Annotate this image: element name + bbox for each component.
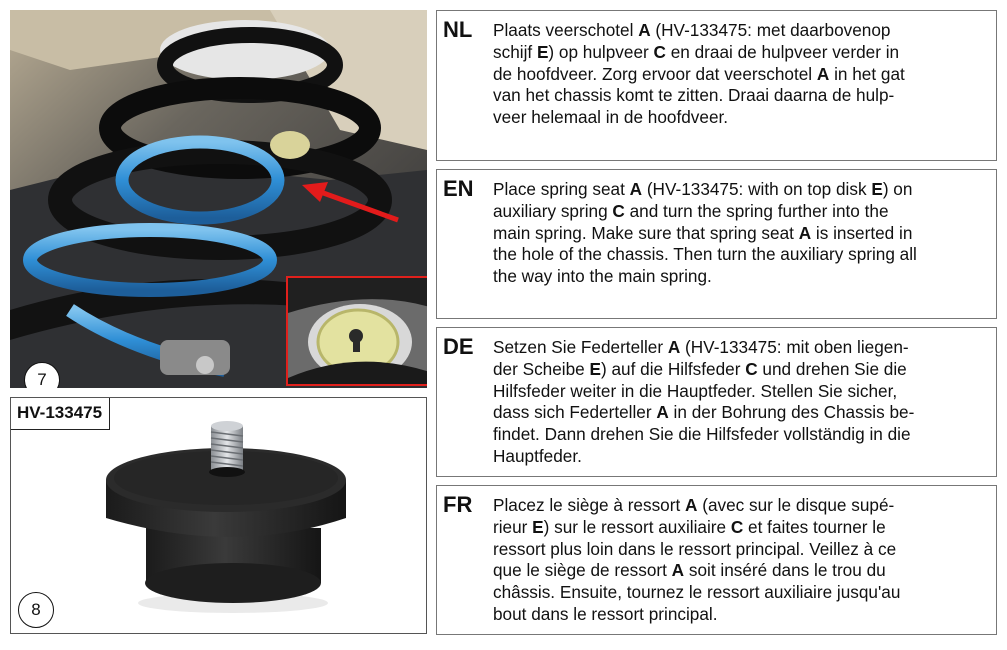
- part-reference-letter: C: [730, 516, 744, 537]
- instruction-panel-en: [436, 169, 997, 319]
- figure-number-badge: 8: [18, 592, 54, 628]
- instruction-text: [493, 495, 988, 626]
- spring-seat-part-illustration: [11, 398, 426, 633]
- installation-photo: [10, 10, 427, 388]
- instruction-text-run: (HV-133475: with on top disk: [642, 179, 872, 199]
- part-reference-letter: A: [629, 179, 643, 199]
- instruction-text-run: und drehen Sie die Hilfsfeder weiter in die Hauptfeder. Stellen Sie sicher, dass sich Federteller: [493, 358, 907, 423]
- instruction-panel-fr: [436, 485, 997, 635]
- part-reference-letter: E: [589, 358, 601, 379]
- instruction-text-run: ) auf die Hilfsfeder: [600, 358, 746, 379]
- instruction-text-run: et faites tourner le ressort plus loin dans le ressort principal. Veillez à ce que le siège de ressort: [493, 516, 897, 581]
- instruction-text-run: (HV-133475: met daarbovenop schijf: [493, 20, 891, 62]
- part-reference-letter: A: [638, 20, 651, 40]
- part-reference-letter: A: [667, 337, 681, 357]
- instruction-panel-nl: [436, 10, 997, 161]
- instruction-text-run: in der Bohrung des Chassis be- findet. Dann drehen Sie die Hilfsfeder vollständig in die Hauptfeder.: [493, 402, 915, 466]
- part-reference-letter: C: [745, 358, 758, 379]
- instruction-text: [493, 179, 988, 288]
- part-reference-letter: A: [656, 402, 669, 423]
- instruction-text-run: is inserted in the hole of the chassis. Then turn the auxiliary spring all the way into the main spring.: [493, 222, 917, 287]
- instruction-text-run: and turn the spring further into the main spring. Make sure that spring seat: [493, 200, 889, 243]
- part-reference-letter: C: [612, 200, 625, 221]
- instruction-text-run: in het gat van het chassis komt te zitten. Draai daarna de hulp- veer helemaal in de hoofdveer.: [493, 63, 905, 128]
- spring-seat-closeup: [288, 278, 427, 384]
- instruction-text-run: ) sur le ressort auxiliaire: [543, 516, 731, 537]
- part-photo: [10, 397, 427, 634]
- instruction-text-run: Setzen Sie Federteller: [493, 337, 668, 357]
- instruction-text: [493, 20, 988, 129]
- instruction-text-run: Place spring seat: [493, 179, 630, 199]
- language-code: EN: [443, 176, 474, 201]
- detail-inset: [286, 276, 427, 386]
- part-reference-letter: E: [871, 179, 883, 199]
- part-number-label: HV-133475: [11, 398, 110, 430]
- language-code: DE: [443, 334, 474, 359]
- part-reference-letter: A: [798, 222, 812, 243]
- language-code: FR: [443, 492, 473, 517]
- instruction-text-run: soit inséré dans le trou du châssis. Ensuite, tournez le ressort auxiliaire jusqu'au bout dans le ressort principal.: [493, 560, 901, 624]
- part-reference-letter: A: [685, 495, 698, 515]
- instruction-text-run: (avec sur le disque supé- rieur: [493, 495, 895, 537]
- instruction-text-run: (HV-133475: mit oben liegen- der Scheibe: [493, 337, 909, 379]
- instruction-text-run: ) on auxiliary spring: [493, 179, 913, 221]
- instruction-panel-de: [436, 327, 997, 477]
- part-reference-letter: E: [532, 516, 544, 537]
- part-reference-letter: A: [671, 560, 685, 581]
- part-reference-letter: A: [816, 63, 830, 84]
- instruction-text: [493, 337, 988, 468]
- part-reference-letter: C: [653, 41, 666, 62]
- instruction-text-run: Plaats veerschotel: [493, 20, 639, 40]
- instruction-text-run: ) op hulpveer: [548, 41, 654, 62]
- instruction-text-run: Placez le siège à ressort: [493, 495, 686, 515]
- part-reference-letter: E: [536, 41, 549, 62]
- language-code: NL: [443, 17, 473, 42]
- figure-number-badge: 7: [24, 362, 60, 388]
- instruction-text-run: en draai de hulpveer verder in de hoofdveer. Zorg ervoor dat veerschotel: [493, 41, 900, 84]
